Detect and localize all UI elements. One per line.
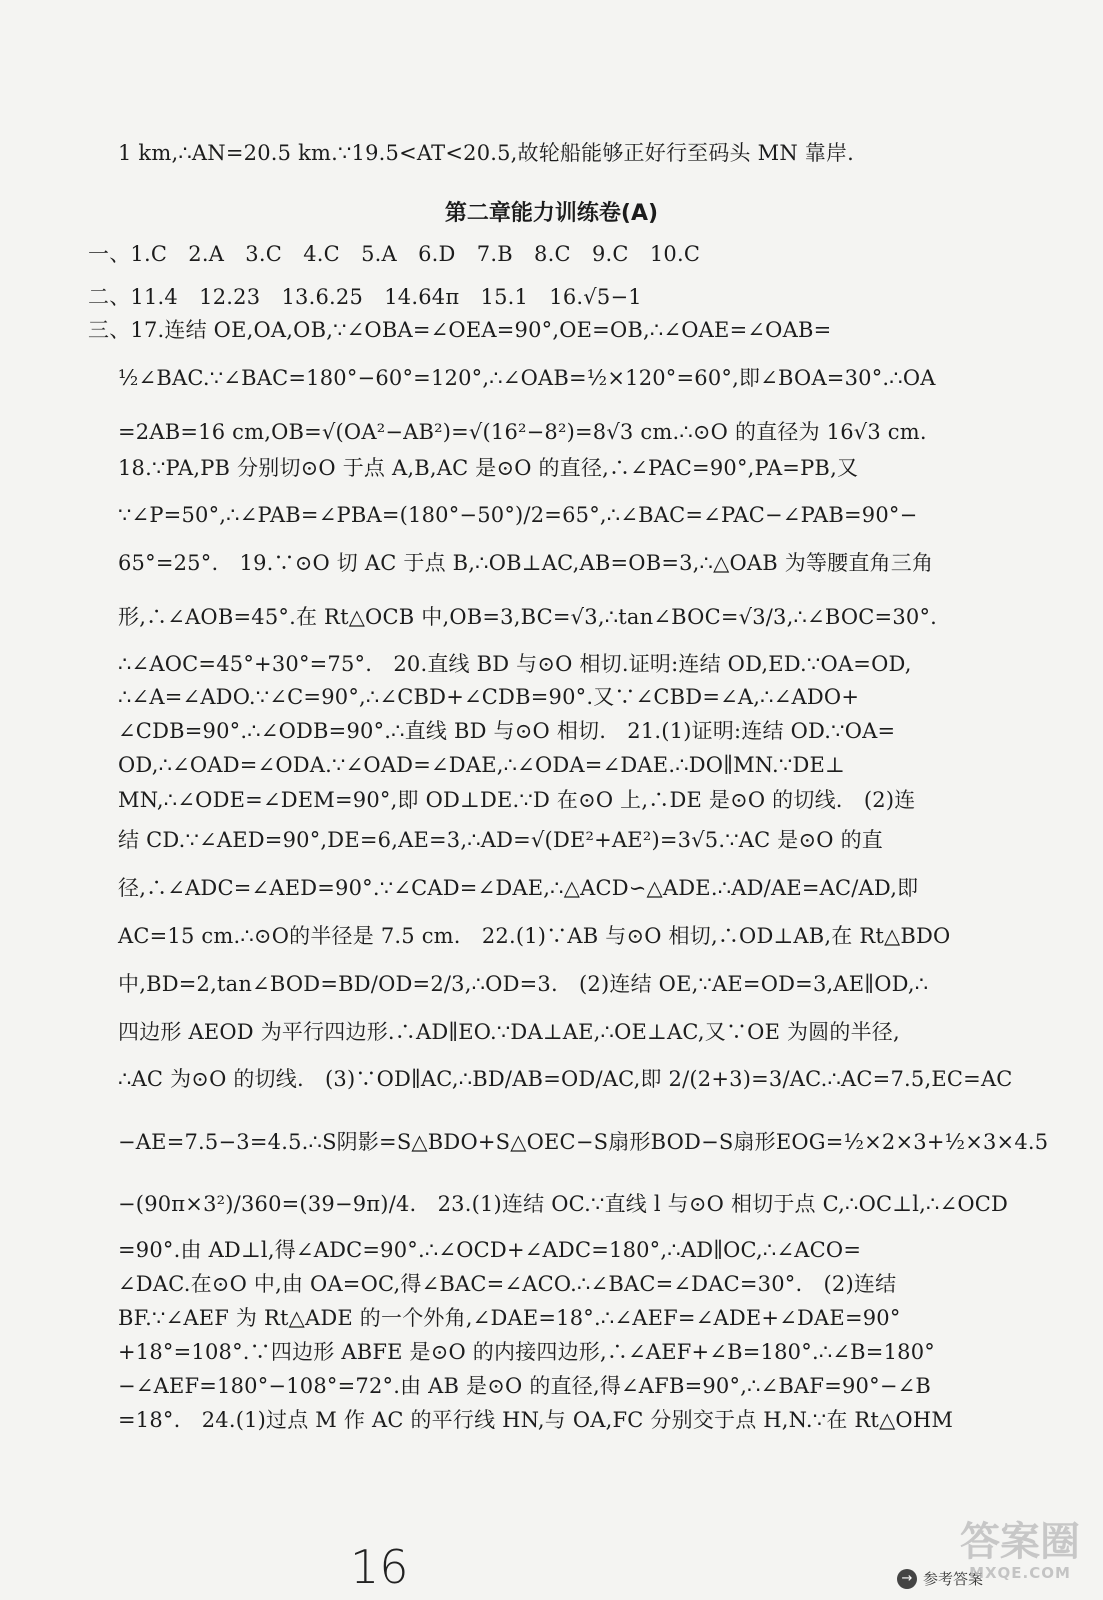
text-line: AC=15 cm.∴⊙O的半径是 7.5 cm. 22.(1)∵AB 与⊙O 相切,∴OD⊥AB,在 Rt△BDO [118,924,951,948]
text-line: ∠DAC.在⊙O 中,由 OA=OC,得∠BAC=∠ACO.∴∠BAC=∠DAC=30°. (2)连结 [118,1272,897,1296]
text-line: =18°. 24.(1)过点 M 作 AC 的平行线 HN,与 OA,FC 分别交于点 H,N.∵在 Rt△OHM [118,1408,954,1432]
text-line: +18°=108°.∵四边形 ABFE 是⊙O 的内接四边形,∴∠AEF+∠B=180°.∴∠B=180° [118,1340,935,1364]
text-line: 一、1.C 2.A 3.C 4.C 5.A 6.D 7.B 8.C 9.C 10.C [88,242,701,266]
watermark-url: MXQE.COM [969,1564,1071,1582]
text-line: 二、11.4 12.23 13.6.25 14.64π 15.1 16.√5−1 [88,285,642,309]
text-line: ∴AC 为⊙O 的切线. (3)∵OD∥AC,∴BD/AB=OD/AC,即 2/(2+3)=3/AC.∴AC=7.5,EC=AC [118,1067,1013,1091]
text-line: 结 CD.∵∠AED=90°,DE=6,AE=3,∴AD=√(DE²+AE²)=3√5.∵AC 是⊙O 的直 [118,828,883,852]
text-line: 四边形 AEOD 为平行四边形.∴AD∥EO.∵DA⊥AE,∴OE⊥AC,又∵OE 为圆的半径, [118,1020,900,1044]
text-line: ∠CDB=90°.∴∠ODB=90°.∴直线 BD 与⊙O 相切. 21.(1)证明:连结 OD.∵OA= [118,719,896,743]
arrow-right-icon: → [897,1569,917,1589]
text-line: −AE=7.5−3=4.5.∴S阴影=S△BDO+S△OEC−S扇形BOD−S扇形EOG=½×2×3+½×3×4.5 [118,1130,1049,1154]
text-line: 中,BD=2,tan∠BOD=BD/OD=2/3,∴OD=3. (2)连结 OE,∵AE=OD=3,AE∥OD,∴ [118,972,929,996]
watermark-logo [945,1520,1095,1594]
text-line: =2AB=16 cm,OB=√(OA²−AB²)=√(16²−8²)=8√3 cm.∴⊙O 的直径为 16√3 cm. [118,420,927,444]
text-line: 形,∴∠AOB=45°.在 Rt△OCB 中,OB=3,BC=√3,∴tan∠BOC=√3/3,∴∠BOC=30°. [118,605,938,629]
watermark-text: 答案圈 [960,1519,1080,1565]
text-line: 三、17.连结 OE,OA,OB,∵∠OBA=∠OEA=90°,OE=OB,∴∠OAE=∠OAB= [88,318,832,342]
text-line: 径,∴∠ADC=∠AED=90°.∵∠CAD=∠DAE,∴△ACD∽△ADE.∴AD/AE=AC/AD,即 [118,876,919,900]
text-line: 18.∵PA,PB 分别切⊙O 于点 A,B,AC 是⊙O 的直径,∴∠PAC=90°,PA=PB,又 [118,456,859,480]
text-line: 1 km,∴AN=20.5 km.∵19.5<AT<20.5,故轮船能够正好行至码头 MN 靠岸. [118,141,855,165]
text-line: ½∠BAC.∵∠BAC=180°−60°=120°,∴∠OAB=½×120°=60°,即∠BOA=30°.∴OA [118,366,936,390]
text-line: =90°.由 AD⊥l,得∠ADC=90°.∴∠OCD+∠ADC=180°,∴AD∥OC,∴∠ACO= [118,1238,862,1262]
text-line: 65°=25°. 19.∵⊙O 切 AC 于点 B,∴OB⊥AC,AB=OB=3,∴△OAB 为等腰直角三角 [118,551,934,575]
text-line: MN,∴∠ODE=∠DEM=90°,即 OD⊥DE.∵D 在⊙O 上,∴DE 是⊙O 的切线. (2)连 [118,788,916,812]
footer-label: 参考答案 [922,1570,983,1588]
text-line: ∴∠AOC=45°+30°=75°. 20.直线 BD 与⊙O 相切.证明:连结 OD,ED.∵OA=OD, [118,652,912,676]
text-line: ∵∠P=50°,∴∠PAB=∠PBA=(180°−50°)/2=65°,∴∠BAC=∠PAC−∠PAB=90°− [118,503,918,527]
section-title: 第二章能力训练卷(A) [444,201,659,226]
handwritten-page-number: 16 [350,1540,409,1594]
text-line: ∴∠A=∠ADO.∵∠C=90°,∴∠CBD+∠CDB=90°.又∵∠CBD=∠A,∴∠ADO+ [118,685,860,709]
text-line: BF.∵∠AEF 为 Rt△ADE 的一个外角,∠DAE=18°.∴∠AEF=∠ADE+∠DAE=90° [118,1306,901,1330]
text-line: −∠AEF=180°−108°=72°.由 AB 是⊙O 的直径,得∠AFB=90°,∴∠BAF=90°−∠B [118,1374,932,1398]
text-line: −(90π×3²)/360=(39−9π)/4. 23.(1)连结 OC.∵直线 l 与⊙O 相切于点 C,∴OC⊥l,∴∠OCD [118,1192,1009,1216]
text-line: OD,∴∠OAD=∠ODA.∵∠OAD=∠DAE,∴∠ODA=∠DAE.∴DO∥MN.∵DE⊥ [118,753,845,777]
